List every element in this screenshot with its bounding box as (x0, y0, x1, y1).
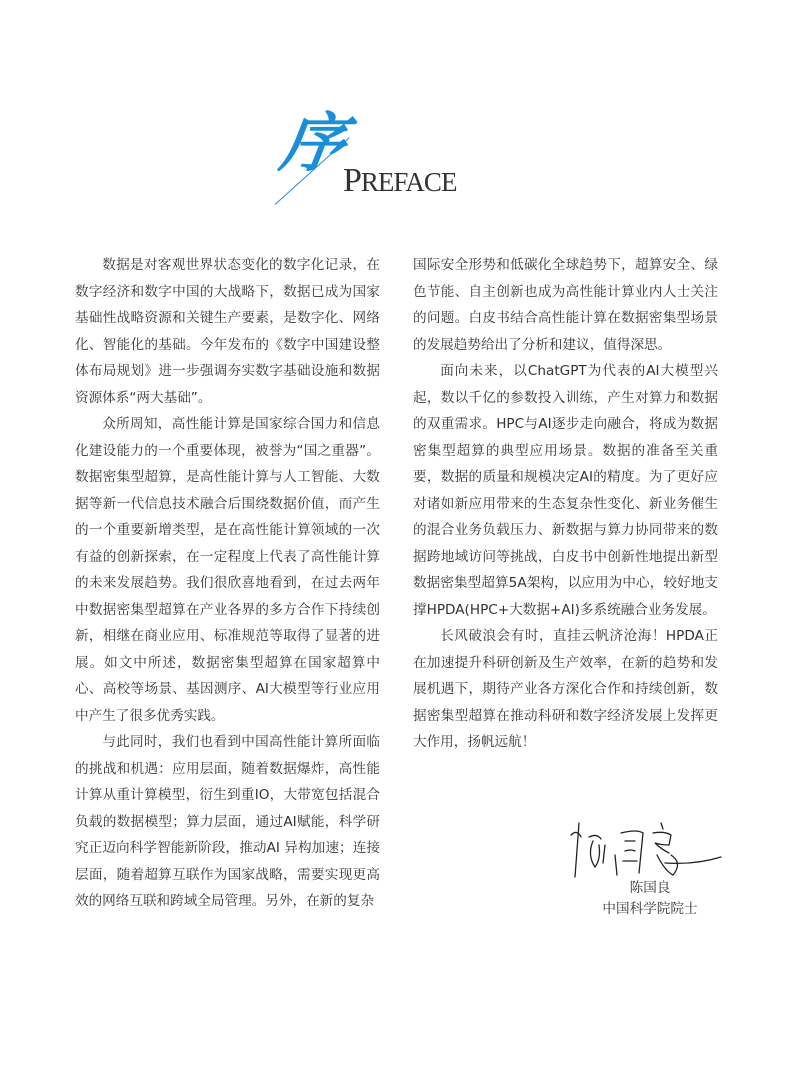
english-title (343, 164, 456, 198)
paragraph-continuation: 国际安全形势和低碳化全球趋势下，超算安全、绿色节能、自主创新也成为高性能计算业内人士关注的问题。白皮书结合高性能计算在数据密集型场景的发展趋势给出了分析和建议，值得深思。 (413, 257, 718, 353)
chinese-title-calligraphy: 序 (275, 106, 351, 181)
paragraph: 数据是对客观世界状态变化的数字化记录，在数字经济和数字中国的大战略下，数据已成为国家基础性战略资源和关键生产要素，是数字化、网络化、智能化的基础。今年发布的《数字中国建设整体布局规划》进一步强调夯实数字基础设施和数据资源体系“两大基础”。 (75, 257, 380, 406)
paragraph: 与此同时，我们也看到中国高性能计算所面临的挑战和机遇：应用层面，随着数据爆炸，高性能计算从重计算模型，衍生到重IO，大带宽包括混合负载的数据模型；算力层面，通过AI赋能，科学研究正迈向科学智能新阶段，推动AI 异构加速；连接层面，随着超算互联作为国家战略，需要实现更高效的网络互联和跨域全局管理。另外，在新的复杂 (75, 734, 380, 909)
handwritten-signature (565, 815, 725, 885)
signature-icon (565, 815, 725, 885)
signer-name: 陈国良 (629, 880, 671, 896)
right-column (413, 252, 718, 756)
english-title-rest: REFACE (360, 167, 457, 197)
signer-title: 中国科学院院士 (602, 901, 698, 917)
signer-block (580, 878, 720, 920)
paragraph: 长风破浪会有时，直挂云帆济沧海！HPDA正在加速提升科研创新及生产效率，在新的趋势和发展机遇下，期待产业各方深化合作和持续创新，数据密集型超算在推动科研和数字经济发展上发挥更大作用，扬帆远航！ (413, 628, 718, 750)
english-title-initial: P (343, 162, 361, 199)
preface-header (275, 106, 505, 202)
left-column (75, 252, 380, 915)
paragraph: 面向未来，以ChatGPT为代表的AI大模型兴起，数以千亿的参数投入训练，产生对算力和数据的双重需求。HPC与AI逐步走向融合，将成为数据密集型超算的典型应用场景。数据的准备至关重要，数据的质量和规模决定AI的精度。为了更好应对诸如新应用带来的生态复杂性变化、新业务催生的混合业务负载压力、新数据与算力协同带来的数据跨地域访问等挑战，白皮书中创新性地提出新型数据密集型超算5A架构，以应用为中心，较好地支撑HPDA(HPC+大数据+AI)多系统融合业务发展。 (413, 363, 718, 618)
paragraph: 众所周知，高性能计算是国家综合国力和信息化建设能力的一个重要体现，被誉为“国之重器”。数据密集型超算，是高性能计算与人工智能、大数据等新一代信息技术融合后围绕数据价值，而产生的一个重要新增类型，是在高性能计算领域的一次有益的创新探索，在一定程度上代表了高性能计算的未来发展趋势。我们很欣喜地看到，在过去两年中数据密集型超算在产业各界的多方合作下持续创新，相继在商业应用、标准规范等取得了显著的进展。如文中所述，数据密集型超算在国家超算中心、高校等场景、基因测序、AI大模型等行业应用中产生了很多优秀实践。 (75, 416, 380, 724)
